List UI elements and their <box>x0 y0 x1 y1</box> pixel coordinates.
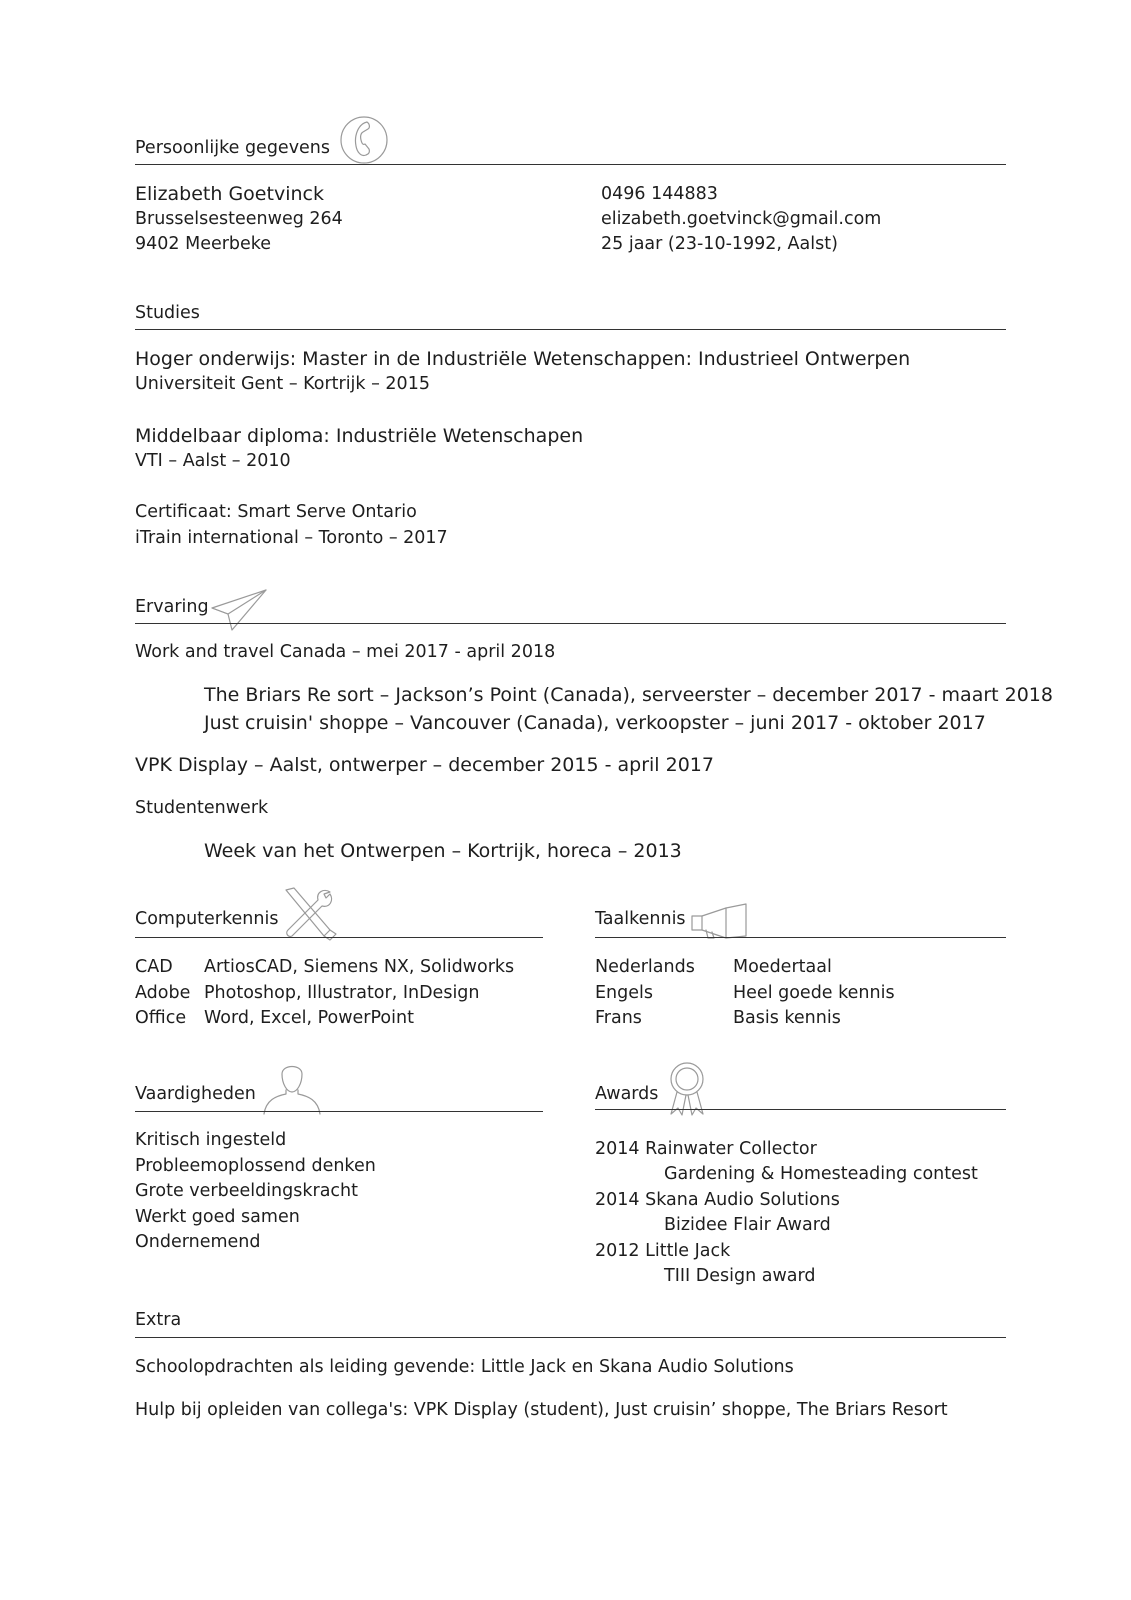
phone-icon <box>340 112 390 168</box>
award-detail: Bizidee Flair Award <box>664 1215 831 1235</box>
skill-item: Werkt goed samen <box>135 1207 300 1227</box>
study-detail: VTI – Aalst – 2010 <box>135 451 291 471</box>
age-birth: 25 jaar (23-10-1992, Aalst) <box>601 234 838 254</box>
section-rule <box>595 1109 1006 1110</box>
award-detail: TIII Design award <box>664 1266 816 1286</box>
language-name: Frans <box>595 1008 642 1028</box>
section-heading-experience: Ervaring <box>135 597 209 617</box>
section-heading-personal: Persoonlijke gegevens <box>135 138 331 158</box>
award-title: 2014 Skana Audio Solutions <box>595 1190 840 1210</box>
extra-line: Schoolopdrachten als leiding gevende: Little Jack en Skana Audio Solutions <box>135 1357 794 1377</box>
computer-label: CAD <box>135 957 173 977</box>
person-icon <box>262 1060 322 1116</box>
section-heading-extra: Extra <box>135 1310 182 1330</box>
study-title: Certificaat: Smart Serve Ontario <box>135 502 417 522</box>
job-briars: The Briars Re sort – Jackson’s Point (Canada), serveerster – december 2017 - maart 2018 <box>204 684 1053 706</box>
language-level: Heel goede kennis <box>733 983 895 1003</box>
phone-number: 0496 144883 <box>601 184 718 204</box>
study-detail: iTrain international – Toronto – 2017 <box>135 528 448 548</box>
section-rule <box>595 937 1006 938</box>
skill-item: Kritisch ingesteld <box>135 1130 287 1150</box>
section-rule <box>135 937 543 938</box>
section-heading-computer: Computerkennis <box>135 909 279 929</box>
tools-icon <box>280 886 340 942</box>
section-rule <box>135 164 1006 165</box>
computer-label: Office <box>135 1008 187 1028</box>
language-name: Engels <box>595 983 654 1003</box>
language-level: Moedertaal <box>733 957 832 977</box>
full-name: Elizabeth Goetvinck <box>135 183 324 205</box>
skill-item: Ondernemend <box>135 1232 261 1252</box>
paper-plane-icon <box>210 588 268 632</box>
section-heading-awards: Awards <box>595 1084 659 1104</box>
award-title: 2012 Little Jack <box>595 1241 731 1261</box>
extra-line: Hulp bij opleiden van collega's: VPK Display (student), Just cruisin’ shoppe, The Briars Resort <box>135 1400 948 1420</box>
student-work-heading: Studentenwerk <box>135 798 269 818</box>
section-rule <box>135 1111 543 1112</box>
job-vpk: VPK Display – Aalst, ontwerper – december 2015 - april 2017 <box>135 754 714 776</box>
section-heading-skills: Vaardigheden <box>135 1084 256 1104</box>
computer-value: Photoshop, Illustrator, InDesign <box>204 983 480 1003</box>
address-city: 9402 Meerbeke <box>135 234 272 254</box>
megaphone-icon <box>690 900 748 940</box>
language-name: Nederlands <box>595 957 695 977</box>
section-rule <box>135 1337 1006 1338</box>
computer-value: ArtiosCAD, Siemens NX, Solidworks <box>204 957 515 977</box>
computer-value: Word, Excel, PowerPoint <box>204 1008 414 1028</box>
computer-label: Adobe <box>135 983 191 1003</box>
section-rule <box>135 329 1006 330</box>
study-title: Middelbaar diploma: Industriële Wetenschapen <box>135 425 584 447</box>
section-heading-studies: Studies <box>135 303 200 323</box>
section-rule <box>135 623 1006 624</box>
address-street: Brusselsesteenweg 264 <box>135 209 343 229</box>
job-week: Week van het Ontwerpen – Kortrijk, horeca – 2013 <box>204 840 682 862</box>
study-title: Hoger onderwijs: Master in de Industriële Wetenschappen: Industrieel Ontwerpen <box>135 348 911 370</box>
study-detail: Universiteit Gent – Kortrijk – 2015 <box>135 374 430 394</box>
skill-item: Probleemoplossend denken <box>135 1156 376 1176</box>
award-detail: Gardening & Homesteading contest <box>664 1164 978 1184</box>
section-heading-languages: Taalkennis <box>595 909 686 929</box>
email-address: elizabeth.goetvinck@gmail.com <box>601 209 882 229</box>
skill-item: Grote verbeeldingskracht <box>135 1181 359 1201</box>
job-cruisin: Just cruisin' shoppe – Vancouver (Canada), verkoopster – juni 2017 - oktober 2017 <box>204 712 986 734</box>
experience-canada: Work and travel Canada – mei 2017 - april 2018 <box>135 642 556 662</box>
award-title: 2014 Rainwater Collector <box>595 1139 817 1159</box>
language-level: Basis kennis <box>733 1008 841 1028</box>
